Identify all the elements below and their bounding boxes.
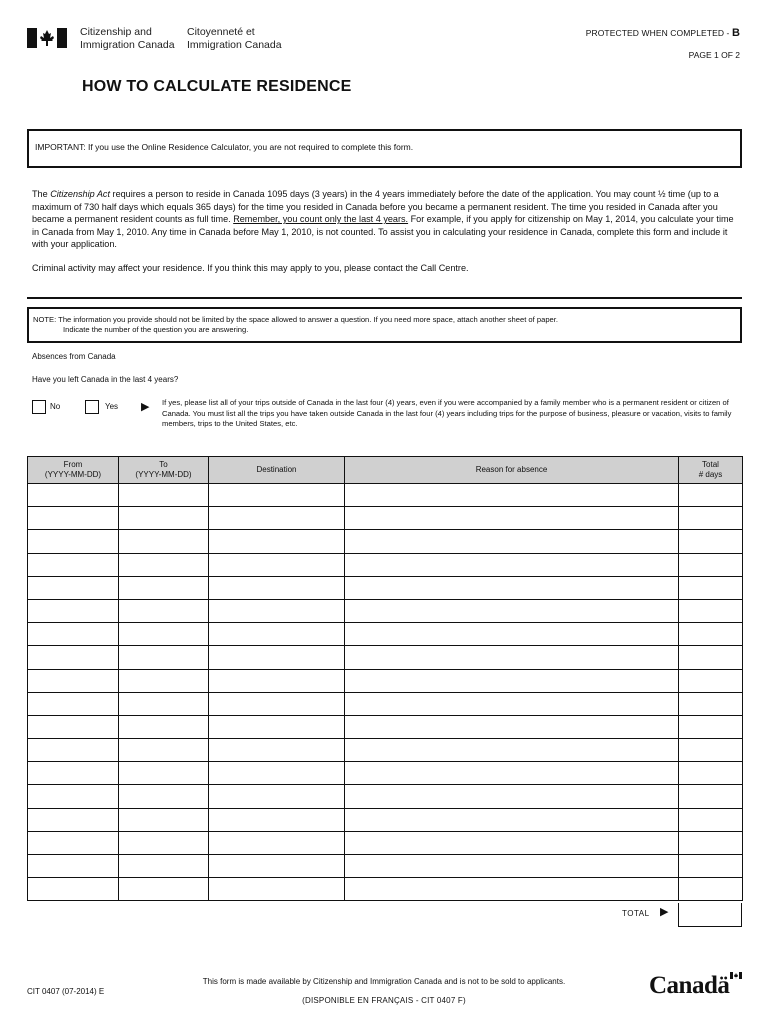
cell-destination[interactable] xyxy=(209,831,345,854)
table-row xyxy=(28,808,743,831)
cell-reason[interactable] xyxy=(345,808,679,831)
cell-to-date[interactable] xyxy=(119,808,209,831)
arrow-right-icon: ▶ xyxy=(660,906,669,918)
cell-destination[interactable] xyxy=(209,692,345,715)
total-days-field[interactable] xyxy=(678,903,742,927)
cell-reason[interactable] xyxy=(345,646,679,669)
cell-reason[interactable] xyxy=(345,785,679,808)
cell-from-date[interactable] xyxy=(28,762,119,785)
note-box: NOTE: The information you provide should not be limited by the space allowed to answer a question. If you need more space, attach another sheet of paper. Indicate the number of the question you are answering. xyxy=(27,307,742,343)
table-row xyxy=(28,855,743,878)
cell-destination[interactable] xyxy=(209,507,345,530)
cell-reason[interactable] xyxy=(345,739,679,762)
cell-to-date[interactable] xyxy=(119,599,209,622)
cell-total-days[interactable] xyxy=(679,715,743,738)
cell-to-date[interactable] xyxy=(119,692,209,715)
wordmark-flag-icon xyxy=(730,972,742,979)
cell-from-date[interactable] xyxy=(28,669,119,692)
table-row xyxy=(28,530,743,553)
cell-total-days[interactable] xyxy=(679,762,743,785)
cell-total-days[interactable] xyxy=(679,808,743,831)
cell-from-date[interactable] xyxy=(28,646,119,669)
cell-to-date[interactable] xyxy=(119,785,209,808)
cell-reason[interactable] xyxy=(345,576,679,599)
cell-from-date[interactable] xyxy=(28,530,119,553)
cell-from-date[interactable] xyxy=(28,878,119,901)
table-row xyxy=(28,623,743,646)
header-from: From (YYYY-MM-DD) xyxy=(28,457,119,484)
cell-to-date[interactable] xyxy=(119,739,209,762)
arrow-right-icon: ▶ xyxy=(141,401,150,413)
table-row xyxy=(28,739,743,762)
cell-to-date[interactable] xyxy=(119,530,209,553)
cell-from-date[interactable] xyxy=(28,692,119,715)
cell-total-days[interactable] xyxy=(679,599,743,622)
cell-destination[interactable] xyxy=(209,576,345,599)
cell-total-days[interactable] xyxy=(679,855,743,878)
cell-total-days[interactable] xyxy=(679,576,743,599)
cell-total-days[interactable] xyxy=(679,739,743,762)
cell-to-date[interactable] xyxy=(119,484,209,507)
table-row xyxy=(28,576,743,599)
cell-reason[interactable] xyxy=(345,599,679,622)
page-title: HOW TO CALCULATE RESIDENCE xyxy=(82,78,352,95)
cell-to-date[interactable] xyxy=(119,762,209,785)
cell-destination[interactable] xyxy=(209,599,345,622)
cell-to-date[interactable] xyxy=(119,715,209,738)
cell-reason[interactable] xyxy=(345,855,679,878)
cell-total-days[interactable] xyxy=(679,669,743,692)
header-to: To (YYYY-MM-DD) xyxy=(119,457,209,484)
table-row xyxy=(28,785,743,808)
distribution-note: This form is made available by Citizenship and Immigration Canada and is not to be sold to applicants. xyxy=(202,977,566,986)
cell-destination[interactable] xyxy=(209,646,345,669)
cell-to-date[interactable] xyxy=(119,831,209,854)
table-header-row xyxy=(28,457,743,484)
cell-total-days[interactable] xyxy=(679,785,743,808)
cell-reason[interactable] xyxy=(345,692,679,715)
cell-from-date[interactable] xyxy=(28,553,119,576)
table-row xyxy=(28,692,743,715)
table-row xyxy=(28,831,743,854)
table-row xyxy=(28,669,743,692)
page-number: PAGE 1 OF 2 xyxy=(688,50,740,60)
section-divider xyxy=(27,297,742,299)
no-checkbox[interactable] xyxy=(32,400,46,414)
cell-destination[interactable] xyxy=(209,623,345,646)
cell-destination[interactable] xyxy=(209,762,345,785)
canada-wordmark: Canadä xyxy=(649,972,730,999)
important-notice: IMPORTANT: If you use the Online Residence Calculator, you are not required to complete this form. xyxy=(27,129,742,168)
table-row xyxy=(28,553,743,576)
header-destination: Destination xyxy=(209,457,345,484)
cell-reason[interactable] xyxy=(345,715,679,738)
cell-total-days[interactable] xyxy=(679,553,743,576)
french-availability-note: (DISPONIBLE EN FRANÇAIS - CIT 0407 F) xyxy=(302,996,466,1005)
cell-reason[interactable] xyxy=(345,530,679,553)
cell-from-date[interactable] xyxy=(28,484,119,507)
absences-table xyxy=(27,456,743,901)
cell-reason[interactable] xyxy=(345,669,679,692)
cell-to-date[interactable] xyxy=(119,623,209,646)
cell-from-date[interactable] xyxy=(28,507,119,530)
cell-from-date[interactable] xyxy=(28,785,119,808)
cell-destination[interactable] xyxy=(209,878,345,901)
department-name-french: Citoyenneté et Immigration Canada xyxy=(187,26,282,51)
yes-label: Yes xyxy=(105,402,119,411)
form-code: CIT 0407 (07-2014) E xyxy=(27,987,105,996)
header-total-days: Total # days xyxy=(679,457,743,484)
cell-reason[interactable] xyxy=(345,623,679,646)
yes-checkbox[interactable] xyxy=(85,400,99,414)
cell-reason[interactable] xyxy=(345,878,679,901)
cell-to-date[interactable] xyxy=(119,669,209,692)
total-label: TOTAL xyxy=(622,909,650,918)
cell-to-date[interactable] xyxy=(119,855,209,878)
cell-total-days[interactable] xyxy=(679,831,743,854)
cell-from-date[interactable] xyxy=(28,599,119,622)
cell-to-date[interactable] xyxy=(119,878,209,901)
cell-total-days[interactable] xyxy=(679,484,743,507)
header-reason: Reason for absence xyxy=(345,457,679,484)
cell-from-date[interactable] xyxy=(28,808,119,831)
cell-reason[interactable] xyxy=(345,553,679,576)
protection-level: PROTECTED WHEN COMPLETED - B xyxy=(585,27,740,39)
cell-destination[interactable] xyxy=(209,855,345,878)
cell-to-date[interactable] xyxy=(119,646,209,669)
table-row xyxy=(28,646,743,669)
intro-paragraph: The Citizenship Act requires a person to reside in Canada 1095 days (3 years) in the 4 years immediately before the date of the application. You may count ½ time (up to a maximum of 730 half days which equals 365 days) for the time you resided in Canada before you became a permanent resident. The time you resided in Canada after you became a permanent resident counts as full time. Remember, you count only the last 4 years. For example, if you apply for citizenship on May 1, 2014, you calculate your time in Canada from May 1, 2010. Any time in Canada before May 1, 2010, is not counted. To assist you in calculating your residence in Canada, complete this form and include it with your application. xyxy=(32,189,734,249)
cell-from-date[interactable] xyxy=(28,831,119,854)
table-row xyxy=(28,715,743,738)
cell-total-days[interactable] xyxy=(679,878,743,901)
cell-reason[interactable] xyxy=(345,484,679,507)
cell-destination[interactable] xyxy=(209,808,345,831)
cell-total-days[interactable] xyxy=(679,646,743,669)
cell-from-date[interactable] xyxy=(28,715,119,738)
cell-destination[interactable] xyxy=(209,739,345,762)
table-row xyxy=(28,599,743,622)
cell-to-date[interactable] xyxy=(119,553,209,576)
cell-destination[interactable] xyxy=(209,484,345,507)
cell-total-days[interactable] xyxy=(679,623,743,646)
cell-total-days[interactable] xyxy=(679,507,743,530)
table-row xyxy=(28,878,743,901)
cell-from-date[interactable] xyxy=(28,623,119,646)
cell-to-date[interactable] xyxy=(119,507,209,530)
cell-destination[interactable] xyxy=(209,669,345,692)
left-canada-question: Have you left Canada in the last 4 years? xyxy=(32,375,179,384)
table-row xyxy=(28,507,743,530)
cell-reason[interactable] xyxy=(345,507,679,530)
cell-reason[interactable] xyxy=(345,762,679,785)
cell-total-days[interactable] xyxy=(679,530,743,553)
cell-destination[interactable] xyxy=(209,785,345,808)
cell-from-date[interactable] xyxy=(28,855,119,878)
cell-destination[interactable] xyxy=(209,553,345,576)
department-name-english: Citizenship and Immigration Canada xyxy=(80,26,175,51)
canada-flag-icon xyxy=(27,28,67,48)
cell-destination[interactable] xyxy=(209,530,345,553)
criminal-activity-note: Criminal activity may affect your residence. If you think this may apply to you, please contact the Call Centre. xyxy=(32,263,469,273)
cell-reason[interactable] xyxy=(345,831,679,854)
cell-from-date[interactable] xyxy=(28,739,119,762)
cell-from-date[interactable] xyxy=(28,576,119,599)
no-label: No xyxy=(50,402,61,411)
cell-to-date[interactable] xyxy=(119,576,209,599)
table-row xyxy=(28,762,743,785)
cell-total-days[interactable] xyxy=(679,692,743,715)
cell-destination[interactable] xyxy=(209,715,345,738)
table-row xyxy=(28,484,743,507)
absences-heading: Absences from Canada xyxy=(32,352,116,361)
if-yes-instructions: If yes, please list all of your trips outside of Canada in the last four (4) years, even if you were accompanied by a family member who is a permanent resident or citizen of Canada. You must list all the trips you have taken outside Canada in the last four (4) years including trips for the purpose of business, pleasure or vacation, visits to family members, trips to the United States, etc. xyxy=(162,398,732,428)
